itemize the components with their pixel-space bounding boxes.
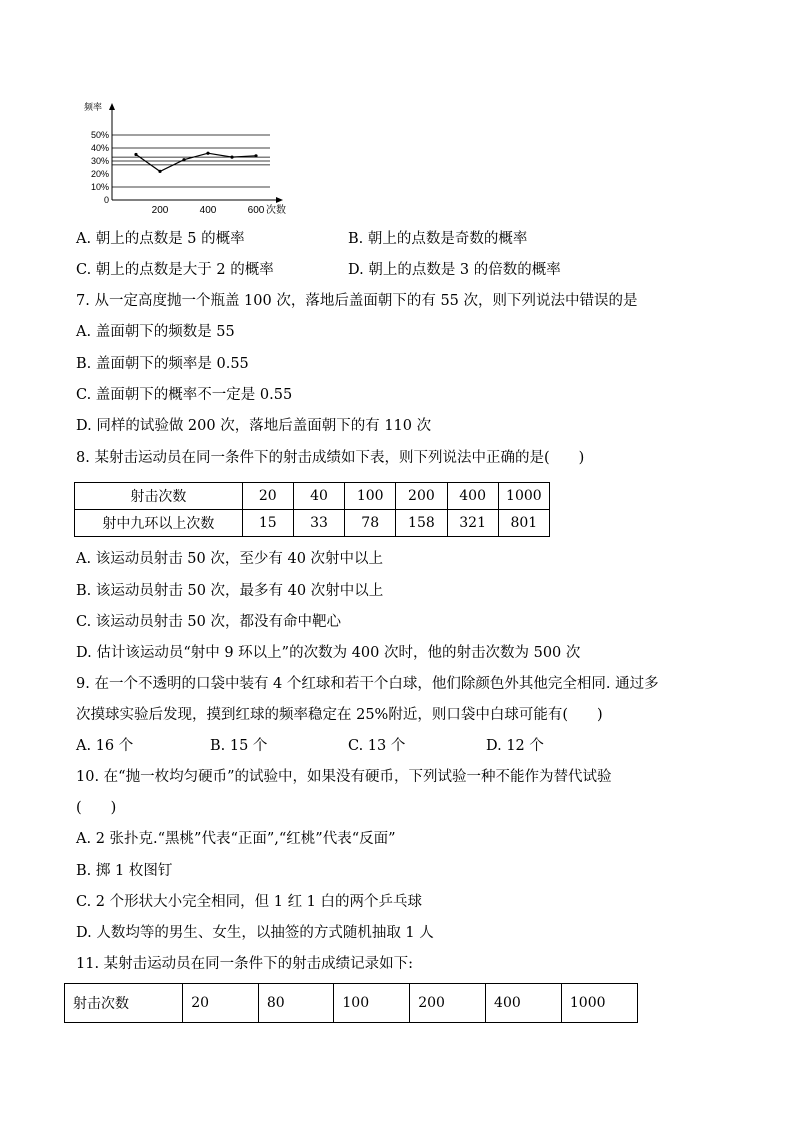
q10-option-a: A. 2 张扑克.“黑桃”代表“正面”,“红桃”代表“反面” [76,831,396,847]
data-point [158,170,161,173]
q6-option-c: C. 朝上的点数是大于 2 的概率 [76,262,274,278]
table-cell: 801 [498,510,549,537]
table-cell: 射击次数 [75,483,243,510]
y-tick-label: 50% [90,130,109,140]
y-tick-label: 20% [90,169,109,179]
q8-option-a: A. 该运动员射击 50 次，至少有 40 次射中以上 [76,551,384,567]
frequency-line-chart [82,96,292,218]
q9-option-b: B. 15 个 [210,738,268,754]
table-row [75,483,550,510]
table-row [65,984,638,1023]
q11-stem: 11. 某射击运动员在同一条件下的射击成绩记录如下: [76,956,414,972]
q7-option-c: C. 盖面朝下的概率不一定是 0.55 [76,387,293,403]
table-cell: 321 [447,510,498,537]
q10-option-b: B. 掷 1 枚图钉 [76,863,173,879]
q7-option-b: B. 盖面朝下的频率是 0.55 [76,356,249,372]
table-cell: 20 [183,984,259,1023]
x-axis-label: 次数 [266,205,286,216]
table-cell: 158 [396,510,447,537]
q9-option-d: D. 12 个 [486,738,544,754]
table-cell: 200 [396,483,447,510]
table-cell: 100 [345,483,396,510]
data-point [254,154,257,157]
table-cell: 20 [242,483,293,510]
y-tick-label: 0 [103,195,109,205]
table-cell: 100 [334,984,410,1023]
table-cell: 33 [293,510,344,537]
q9-stem-line-1: 9. 在一个不透明的口袋中装有 4 个红球和若干个白球，他们除颜色外其他完全相同. 通过多 [76,676,659,692]
table-cell: 射中九环以上次数 [75,510,243,537]
series-line [136,153,256,171]
q8-option-c: C. 该运动员射击 50 次，都没有命中靶心 [76,614,341,630]
q6-option-d: D. 朝上的点数是 3 的倍数的概率 [348,262,561,278]
q7-option-d: D. 同样的试验做 200 次，落地后盖面朝下的有 110 次 [76,418,432,434]
y-tick-label: 40% [90,143,109,153]
data-point [134,153,137,156]
x-tick-label: 400 [199,205,217,216]
y-tick-label: 10% [90,182,109,192]
data-point [206,152,209,155]
q9-option-c: C. 13 个 [348,738,406,754]
table-cell: 射击次数 [65,984,183,1023]
x-tick-label: 200 [151,205,169,216]
q9-stem-line-2: 次摸球实验后发现，摸到红球的频率稳定在 25%附近，则口袋中白球可能有( ) [76,707,603,723]
y-tick-label: 30% [90,156,109,166]
q11-table [64,983,638,1023]
data-point [182,158,185,161]
q10-option-c: C. 2 个形状大小完全相同，但 1 红 1 白的两个乒乓球 [76,894,423,910]
table-row [75,510,550,537]
q10-stem-line-1: 10. 在“抛一枚均匀硬币”的试验中，如果没有硬币，下列试验一种不能作为替代试验 [76,769,612,785]
table-cell: 1000 [498,483,549,510]
q6-option-a: A. 朝上的点数是 5 的概率 [76,231,245,247]
table-cell: 400 [486,984,562,1023]
table-cell: 1000 [561,984,637,1023]
q10-stem-line-2: ( ) [76,800,117,816]
q7-stem: 7. 从一定高度抛一个瓶盖 100 次，落地后盖面朝下的有 55 次，则下列说法中错误的是 [76,293,638,309]
q9-option-a: A. 16 个 [76,738,134,754]
table-cell: 200 [410,984,486,1023]
q8-option-b: B. 该运动员射击 50 次，最多有 40 次射中以上 [76,583,384,599]
data-point [230,156,233,159]
q8-stem: 8. 某射击运动员在同一条件下的射击成绩如下表，则下列说法中正确的是( ) [76,450,585,466]
x-tick-label: 600 [247,205,265,216]
y-axis-label: 频率 [84,102,103,112]
q7-option-a: A. 盖面朝下的频数是 55 [76,324,235,340]
q6-option-b: B. 朝上的点数是奇数的概率 [348,231,528,247]
table-cell: 80 [258,984,334,1023]
q10-option-d: D. 人数均等的男生、女生，以抽签的方式随机抽取 1 人 [76,925,434,941]
table-cell: 400 [447,483,498,510]
table-cell: 40 [293,483,344,510]
x-axis-arrow [276,197,283,203]
y-axis-arrow [109,103,115,110]
table-cell: 78 [345,510,396,537]
q8-table [74,482,550,537]
table-cell: 15 [242,510,293,537]
q8-option-d: D. 估计该运动员“射中 9 环以上”的次数为 400 次时，他的射击次数为 500 次 [76,645,581,661]
